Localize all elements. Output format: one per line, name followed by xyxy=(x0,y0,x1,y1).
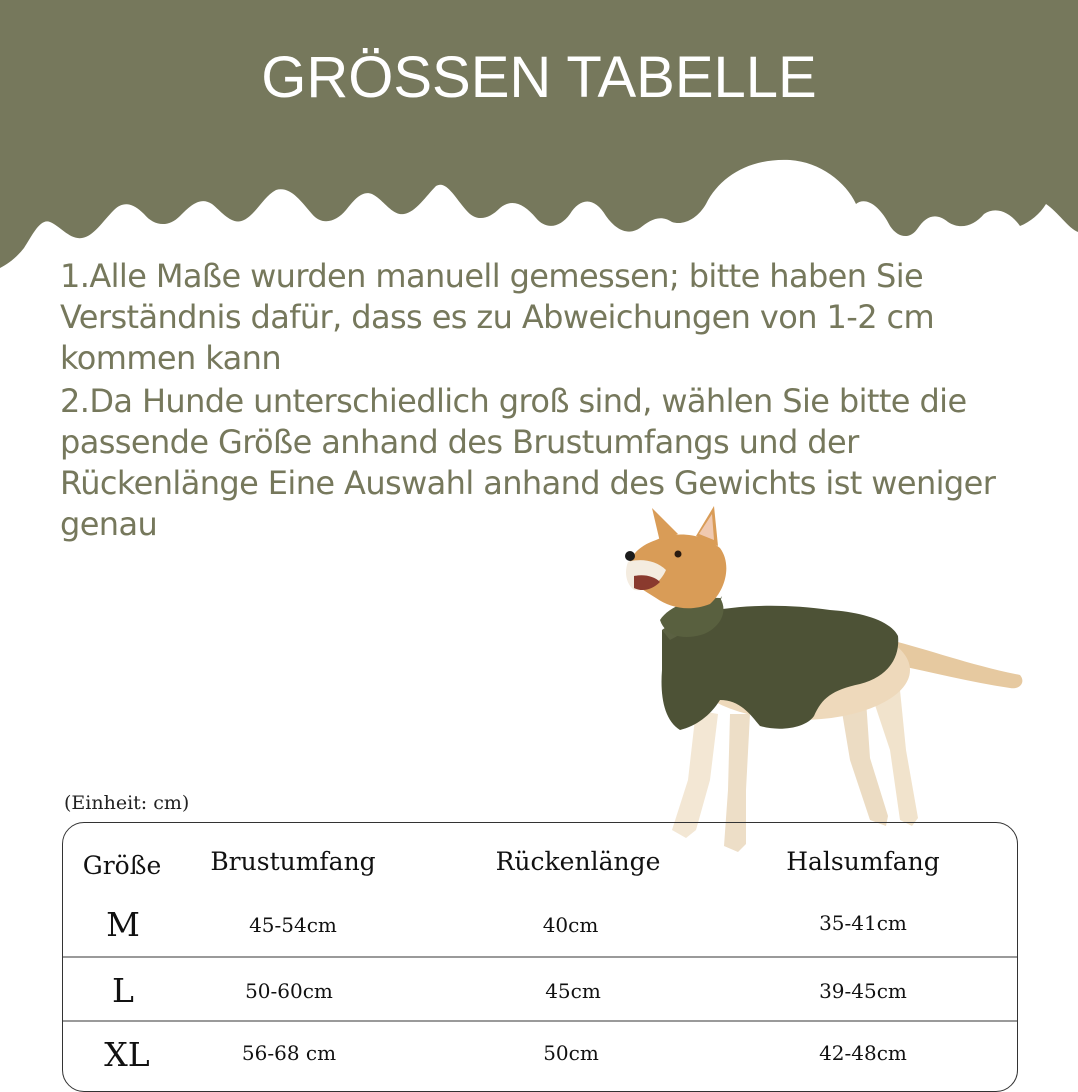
row-xl-size: XL xyxy=(104,1035,150,1074)
row-l-chest: 50-60cm xyxy=(245,979,333,1003)
page-title: GRÖSSEN TABELLE xyxy=(261,45,817,110)
row-m-size: M xyxy=(106,905,140,944)
row-m-chest: 45-54cm xyxy=(249,913,337,937)
size-table xyxy=(62,822,1018,1092)
header-chest: Brustumfang xyxy=(210,847,376,876)
row-l-size: L xyxy=(112,971,134,1010)
row-divider xyxy=(63,1020,1017,1022)
unit-label: (Einheit: cm) xyxy=(64,792,190,814)
row-xl-neck: 42-48cm xyxy=(819,1041,907,1065)
header-neck: Halsumfang xyxy=(786,847,940,876)
note-1: 1.Alle Maße wurden manuell gemessen; bitte haben Sie Verständnis dafür, dass es zu Abweichungen von 1-2 cm kommen kann xyxy=(60,257,935,377)
row-l-back: 45cm xyxy=(545,979,601,1003)
header-size: Größe xyxy=(82,851,162,880)
row-divider xyxy=(63,956,1017,958)
row-xl-chest: 56-68 cm xyxy=(241,1041,337,1065)
header-banner xyxy=(0,0,1078,280)
dog-in-coat-image xyxy=(600,500,1040,870)
row-m-back: 40cm xyxy=(542,913,599,937)
row-l-neck: 39-45cm xyxy=(819,979,907,1003)
row-m-neck: 35-41cm xyxy=(819,911,907,935)
header-back-length: Rückenlänge xyxy=(495,847,661,876)
row-xl-back: 50cm xyxy=(543,1041,599,1065)
note-2: 2.Da Hunde unterschiedlich groß sind, wählen Sie bitte die passende Größe anhand des Brustumfangs und der Rückenlänge Eine Auswahl anhand des Gewichts ist weniger genau xyxy=(60,382,996,543)
